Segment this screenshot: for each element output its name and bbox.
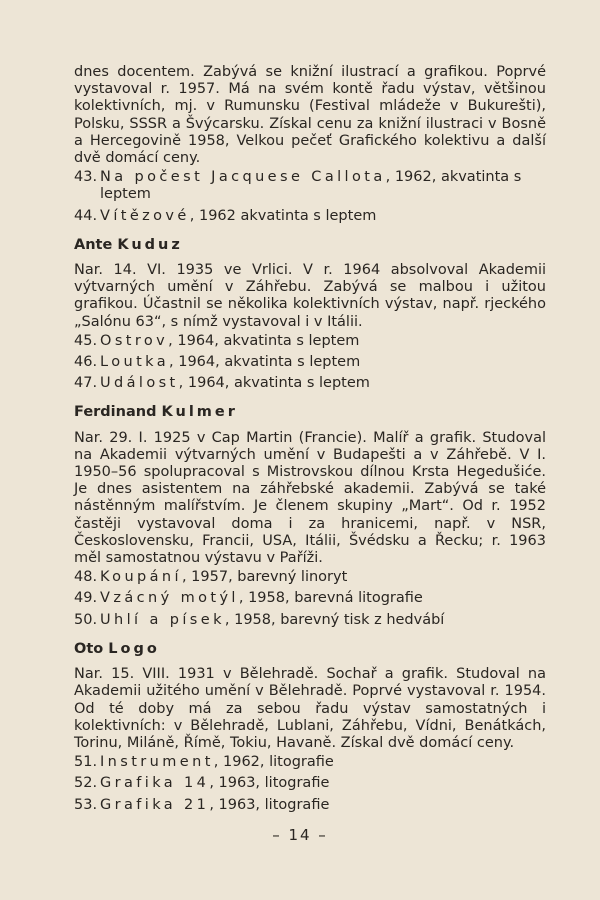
work-entry [74, 208, 546, 225]
work-details: , 1964, akvatinta s leptem [169, 354, 361, 371]
work-number: 50. [74, 611, 98, 628]
artist-works-list [74, 569, 546, 629]
intro-works-list [74, 169, 546, 225]
work-title: Událost [100, 375, 179, 392]
work-details: , 1964, akvatinta s leptem [178, 375, 370, 392]
work-title: Instrument [100, 754, 214, 771]
intro-biography: dnes docentem. Zabývá se knižní ilustrací a grafikou. Poprvé vystavoval r. 1957. Má na svém kontě řadu výstav, většinou kolektivních, mj. v Rumunsku (Festival mládeže v Bukurešti), Polsku, SSSR a Švýcarsku. Získal cenu za knižní ilustraci v Bosně a Hercegovině 1958, Velkou pečeť Grafického kolektivu a další dvě domácí ceny. [74, 64, 546, 167]
artist-heading [74, 641, 546, 658]
work-number: 48. [74, 569, 98, 586]
artist-surname: Logo [108, 640, 160, 657]
work-details: , 1963, litografie [209, 775, 330, 792]
work-number: 52. [74, 775, 98, 792]
work-entry [74, 797, 546, 814]
work-entry [74, 590, 546, 607]
work-details: , 1962, akvatinta s leptem [100, 169, 522, 203]
page-content [74, 64, 546, 818]
work-entry [74, 612, 546, 629]
work-details: , 1957, barevný linoryt [181, 569, 348, 586]
work-details: , 1963, litografie [209, 796, 330, 813]
artist-biography: Nar. 29. I. 1925 v Cap Martin (Francie). Malíř a grafik. Studoval na Akademii výtvarných umění v Budapešti a v Záhřebě. V I. 1950–56 spolupracoval s Mistrovskou dílnou Krsta Hegedušiće. Je dnes asistentem na záhřebské akademii. Zabývá se také nástěnným malířstvím. Je členem skupiny „Mart“. Od r. 1952 častěji vystavoval doma i za hranicemi, např. v NSR, Československu, Francii, USA, Itálii, Švédsku a Řecku; r. 1963 měl samostatnou výstavu v Paříži. [74, 429, 546, 567]
work-number: 44. [74, 207, 98, 224]
work-details: , 1962 akvatinta s leptem [189, 207, 377, 224]
artist-works-list [74, 754, 546, 814]
artist-given-name: Ante [74, 236, 113, 253]
work-entry [74, 333, 546, 350]
work-number: 46. [74, 354, 98, 371]
work-entry [74, 775, 546, 792]
work-title: Ostrov [100, 332, 169, 349]
work-number: 51. [74, 754, 98, 771]
artist-heading [74, 404, 546, 421]
artist-biography: Nar. 15. VIII. 1931 v Bělehradě. Sochař a grafik. Studoval na Akademii užitého umění v Bělehradě. Poprvé vystavoval r. 1954. Od té doby má za sebou řadu výstav samostatných i kolektivních: v Bělehradě, Lublani, Záhřebu, Vídni, Benátkách, Torinu, Miláně, Římě, Tokiu, Havaně. Získal dvě domácí ceny. [74, 666, 546, 751]
artist-given-name: Ferdinand [74, 404, 157, 421]
work-title: Na počest Jacquese Callota [100, 169, 386, 186]
work-entry [74, 169, 546, 203]
work-entry [74, 754, 546, 771]
artist-surname: Kulmer [161, 404, 238, 421]
work-number: 47. [74, 375, 98, 392]
work-title: Vzácný motýl [100, 590, 239, 607]
work-title: Loutka [100, 354, 169, 371]
work-entry [74, 354, 546, 371]
work-title: Grafika 21 [100, 796, 210, 813]
work-entry [74, 569, 546, 586]
artist-surname: Kuduz [117, 236, 183, 253]
artist-biography: Nar. 14. VI. 1935 ve Vrlici. V r. 1964 absolvoval Akademii výtvarných umění v Záhřebu. Zabývá se malbou i užitou grafikou. Účastnil se několika kolektivních výstav, např. rjeckého „Salónu 63“, s nímž vystavoval i v Itálii. [74, 262, 546, 330]
work-title: Vítězové [100, 207, 190, 224]
work-number: 45. [74, 332, 98, 349]
work-number: 43. [74, 169, 98, 186]
work-title: Koupání [100, 569, 182, 586]
work-details: , 1964, akvatinta s leptem [168, 332, 360, 349]
work-entry [74, 375, 546, 392]
artist-works-list [74, 333, 546, 393]
work-details: , 1958, barevný tisk z hedvábí [224, 611, 445, 628]
work-title: Uhlí a písek [100, 611, 225, 628]
page-number: – 14 – [272, 826, 328, 844]
work-title: Grafika 14 [100, 775, 210, 792]
artist-heading [74, 237, 546, 254]
work-details: , 1962, litografie [213, 754, 334, 771]
work-details: , 1958, barevná litografie [238, 590, 423, 607]
work-number: 53. [74, 796, 98, 813]
artist-given-name: Oto [74, 640, 104, 657]
work-number: 49. [74, 590, 98, 607]
